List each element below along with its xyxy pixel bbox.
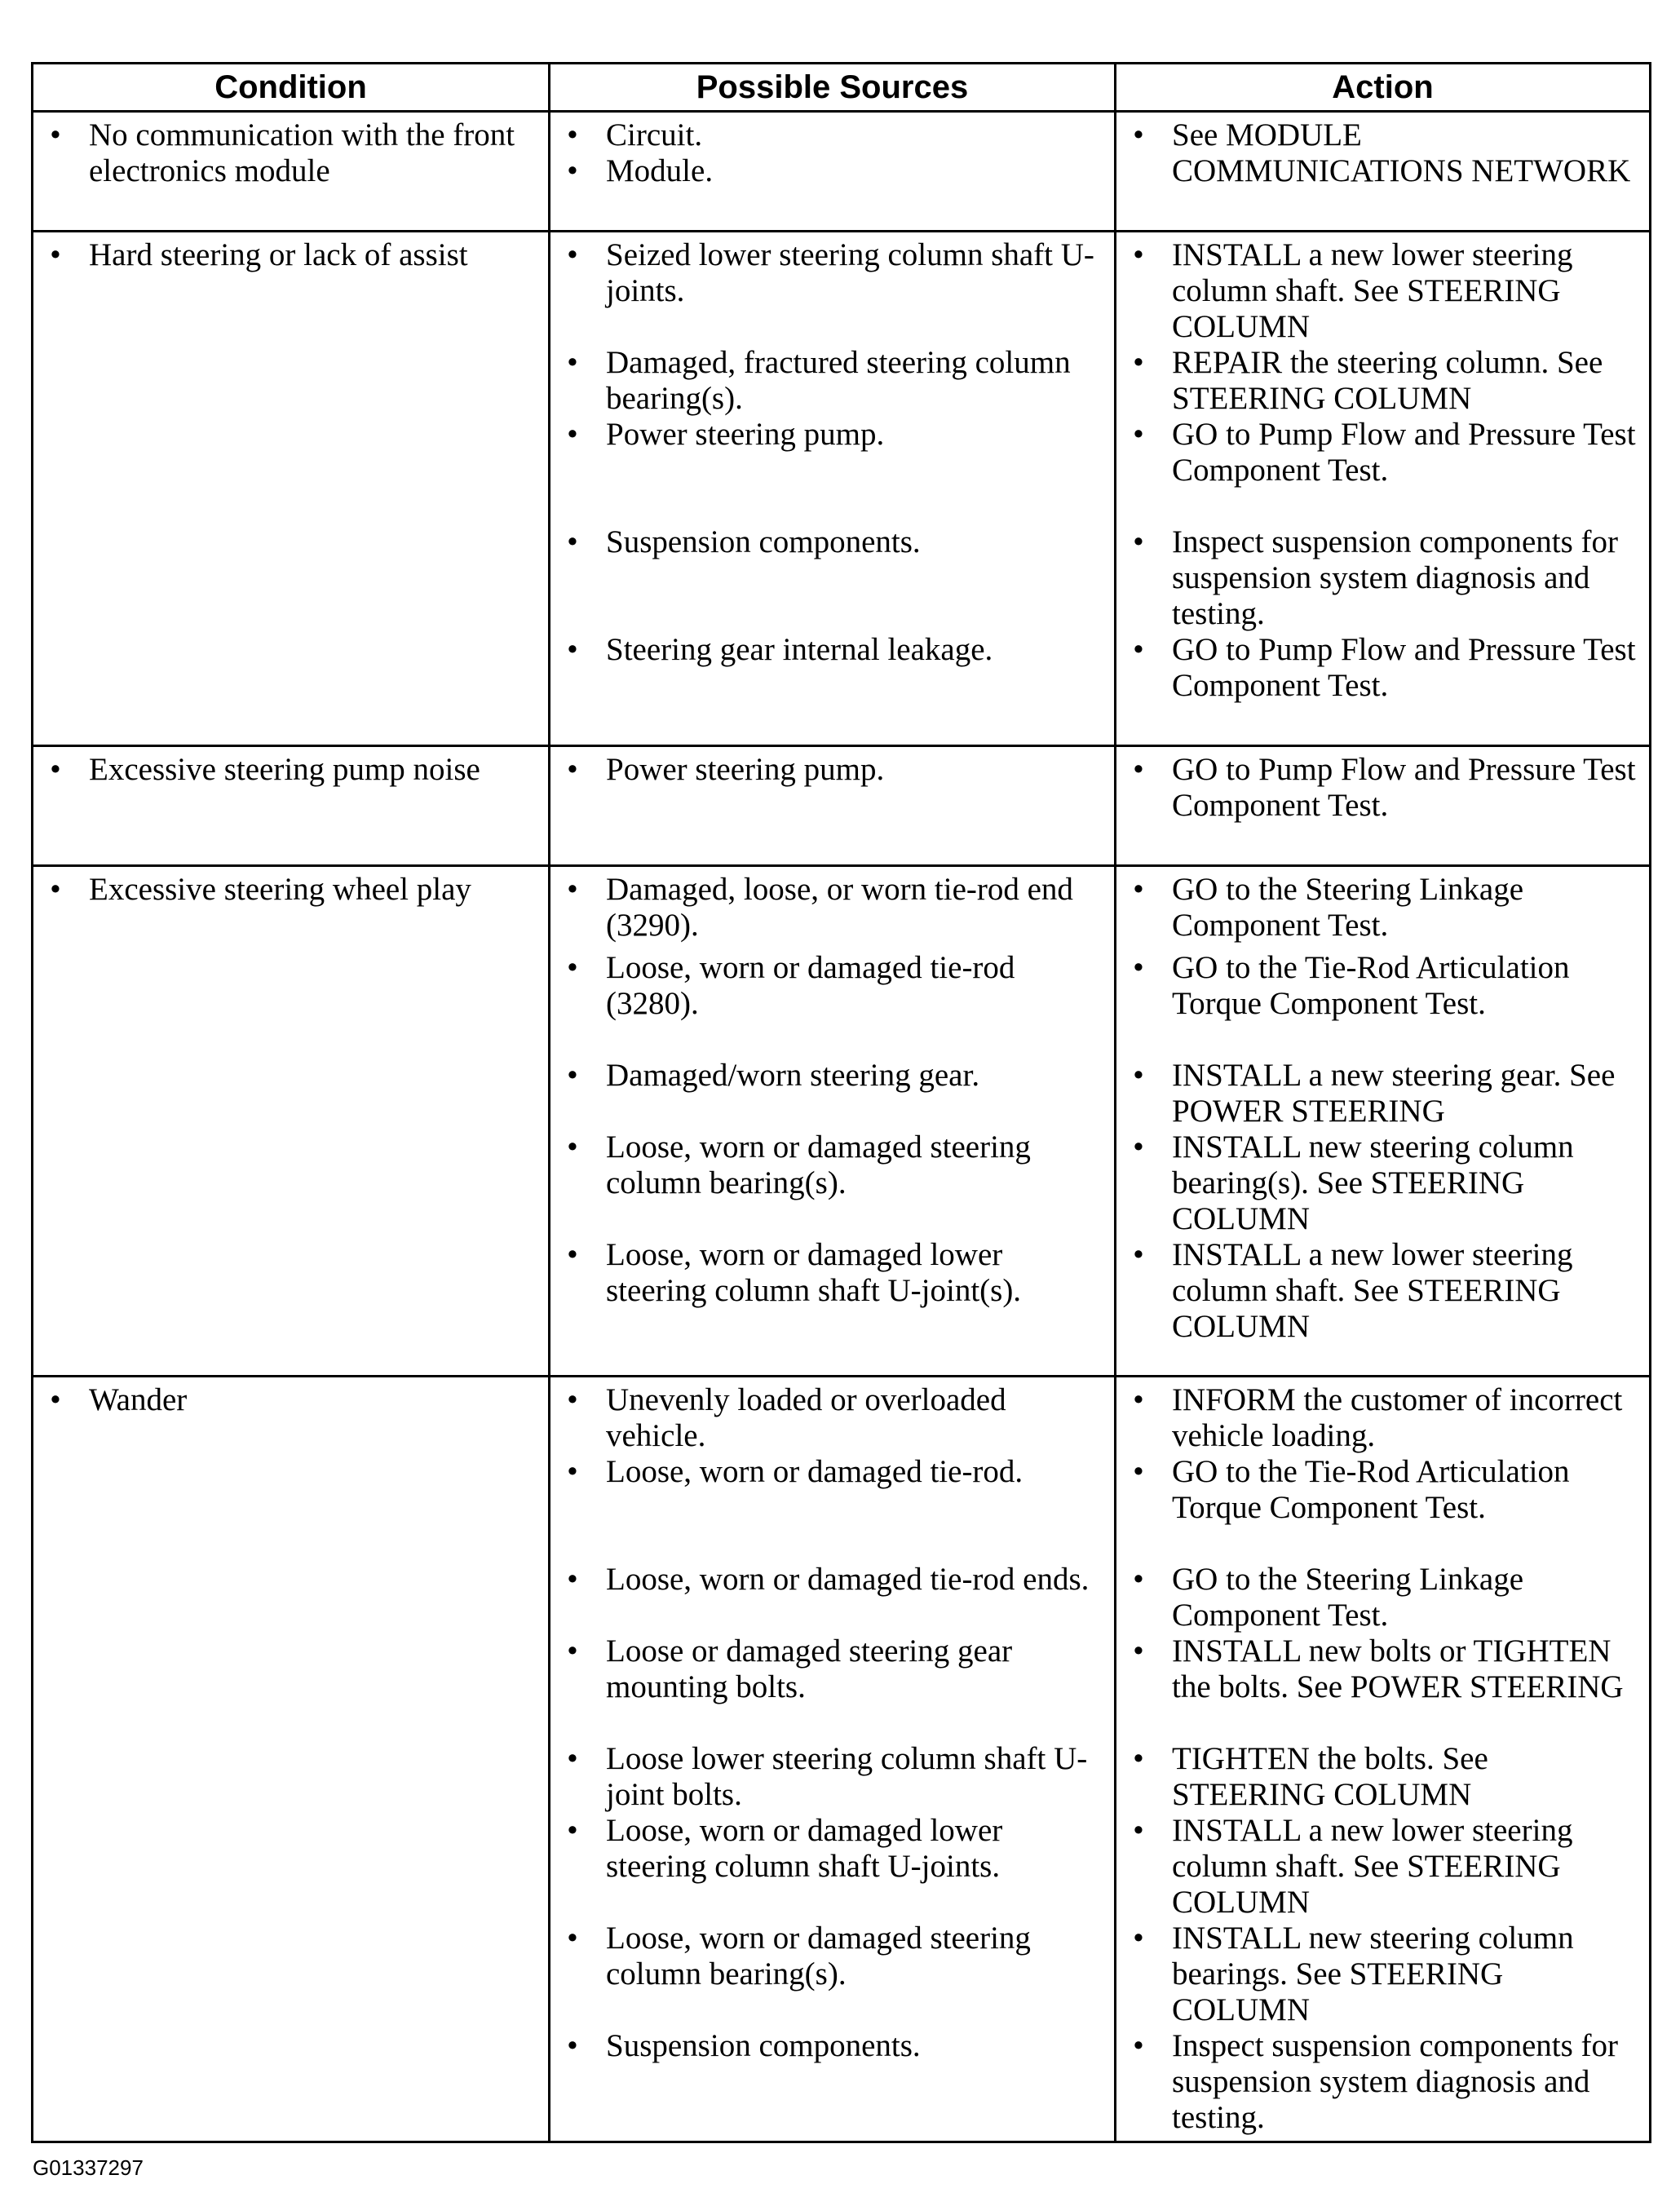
item-text: GO to Pump Flow and Pressure Test Component Test. — [1172, 417, 1636, 488]
list-item — [1126, 752, 1638, 860]
bullet-icon: • — [567, 1921, 578, 1956]
bullet-icon: • — [567, 345, 578, 380]
item-text: Inspect suspension components for suspension system diagnosis and testing. — [1172, 2028, 1618, 2135]
item-text: INSTALL a new lower steering column shaft. See STEERING COLUMN — [1172, 1237, 1573, 1344]
bullet-icon: • — [1133, 237, 1144, 272]
item-text: Circuit. — [606, 117, 703, 153]
bullet-icon: • — [1133, 1633, 1144, 1669]
item-text: Power steering pump. — [606, 417, 885, 452]
list-item — [1126, 1454, 1638, 1562]
item-text: Loose, worn or damaged lower steering column shaft U-joint(s). — [606, 1237, 1022, 1308]
list-item — [1126, 417, 1638, 524]
item-text: INSTALL a new lower steering column shaft. See STEERING COLUMN — [1172, 1813, 1573, 1920]
actions-list — [1126, 117, 1638, 225]
list-item — [560, 1454, 1103, 1562]
item-text: Loose, worn or damaged steering column bearing(s). — [606, 1129, 1031, 1200]
item-text: Loose, worn or damaged tie-rod ends. — [606, 1562, 1090, 1597]
condition-list — [43, 1382, 537, 1418]
condition-cell — [33, 112, 550, 232]
list-item — [560, 1382, 1103, 1454]
list-item — [1126, 345, 1638, 417]
item-text: Hard steering or lack of assist — [89, 237, 468, 272]
sources-list — [560, 1382, 1103, 2136]
action-cell — [1116, 232, 1651, 746]
bullet-icon: • — [50, 117, 61, 153]
list-item — [560, 1058, 1103, 1129]
possible-sources-cell — [550, 746, 1116, 866]
list-item — [560, 632, 1103, 740]
list-item — [1126, 1921, 1638, 2028]
bullet-icon: • — [567, 632, 578, 667]
condition-list — [43, 752, 537, 788]
item-text: Excessive steering wheel play — [89, 872, 471, 907]
action-cell — [1116, 112, 1651, 232]
bullet-icon: • — [1133, 1562, 1144, 1597]
bullet-icon: • — [50, 872, 61, 907]
list-item — [1126, 1129, 1638, 1237]
list-item — [560, 1562, 1103, 1633]
list-item — [560, 2028, 1103, 2136]
condition-list — [43, 237, 537, 273]
action-cell — [1116, 1377, 1651, 2142]
list-item — [560, 1813, 1103, 1921]
item-text: Wander — [89, 1382, 188, 1417]
bullet-icon: • — [1133, 1382, 1144, 1417]
actions-list — [1126, 1382, 1638, 2136]
bullet-icon: • — [1133, 752, 1144, 787]
list-item — [1126, 1382, 1638, 1454]
actions-list — [1126, 237, 1638, 740]
list-item — [1126, 1741, 1638, 1813]
sources-list — [560, 752, 1103, 860]
table-body — [33, 112, 1651, 2142]
bullet-icon: • — [567, 1454, 578, 1489]
sources-list — [560, 117, 1103, 189]
bullet-icon: • — [1133, 1237, 1144, 1272]
list-item — [560, 237, 1103, 345]
diagnosis-table — [31, 62, 1651, 2143]
table-row — [33, 866, 1651, 1377]
list-item — [560, 950, 1103, 1058]
condition-cell — [33, 232, 550, 746]
list-item — [560, 524, 1103, 632]
list-item — [1126, 1237, 1638, 1366]
table-row — [33, 112, 1651, 232]
header-condition: Condition — [33, 64, 550, 112]
bullet-icon: • — [567, 950, 578, 985]
item-text: REPAIR the steering column. See STEERING COLUMN — [1172, 345, 1603, 416]
item-text: No communication with the front electronics module — [89, 117, 515, 188]
item-text: GO to Pump Flow and Pressure Test Component Test. — [1172, 752, 1636, 823]
item-text: Damaged/worn steering gear. — [606, 1058, 980, 1093]
item-text: INSTALL a new lower steering column shaft. See STEERING COLUMN — [1172, 237, 1573, 344]
item-text: GO to the Steering Linkage Component Test. — [1172, 872, 1524, 943]
item-text: GO to the Tie-Rod Articulation Torque Component Test. — [1172, 950, 1570, 1021]
table-row — [33, 746, 1651, 866]
list-item — [560, 153, 1103, 189]
item-text: Loose lower steering column shaft U-joint bolts. — [606, 1741, 1088, 1812]
bullet-icon: • — [567, 1129, 578, 1165]
possible-sources-cell — [550, 232, 1116, 746]
item-text: Unevenly loaded or overloaded vehicle. — [606, 1382, 1006, 1453]
item-text: Loose or damaged steering gear mounting bolts. — [606, 1633, 1013, 1704]
list-item — [560, 1129, 1103, 1237]
condition-cell — [33, 866, 550, 1377]
list-item — [43, 237, 537, 273]
list-item — [1126, 524, 1638, 632]
bullet-icon: • — [1133, 1813, 1144, 1848]
bullet-icon: • — [1133, 950, 1144, 985]
item-text: Excessive steering pump noise — [89, 752, 480, 787]
condition-list — [43, 872, 537, 908]
bullet-icon: • — [1133, 524, 1144, 559]
item-text: Loose, worn or damaged tie-rod (3280). — [606, 950, 1015, 1021]
bullet-icon: • — [1133, 1129, 1144, 1165]
bullet-icon: • — [567, 1237, 578, 1272]
item-text: Loose, worn or damaged lower steering column shaft U-joints. — [606, 1813, 1003, 1884]
bullet-icon: • — [1133, 1921, 1144, 1956]
list-item — [1126, 117, 1638, 189]
list-item — [1126, 2028, 1638, 2136]
bullet-icon: • — [567, 1382, 578, 1417]
bullet-icon: • — [50, 752, 61, 787]
item-text: Power steering pump. — [606, 752, 885, 787]
item-text: Seized lower steering column shaft U-joints. — [606, 237, 1094, 308]
possible-sources-cell — [550, 1377, 1116, 2142]
list-item — [560, 1633, 1103, 1741]
list-item — [1126, 632, 1638, 740]
item-text: GO to the Tie-Rod Articulation Torque Component Test. — [1172, 1454, 1570, 1525]
item-text: Suspension components. — [606, 524, 921, 559]
item-text: Loose, worn or damaged steering column bearing(s). — [606, 1921, 1031, 1991]
bullet-icon: • — [567, 2028, 578, 2063]
list-item — [560, 117, 1103, 153]
bullet-icon: • — [567, 117, 578, 153]
possible-sources-cell — [550, 866, 1116, 1377]
list-item — [560, 345, 1103, 417]
bullet-icon: • — [567, 1741, 578, 1776]
bullet-icon: • — [1133, 417, 1144, 452]
bullet-icon: • — [567, 153, 578, 188]
item-text: INSTALL new steering column bearings. See STEERING COLUMN — [1172, 1921, 1574, 2027]
condition-cell — [33, 746, 550, 866]
list-item — [43, 1382, 537, 1418]
list-item — [1126, 1562, 1638, 1633]
bullet-icon: • — [1133, 1058, 1144, 1093]
list-item — [43, 872, 537, 908]
header-possible-sources: Possible Sources — [550, 64, 1116, 112]
list-item — [1126, 189, 1638, 225]
bullet-icon: • — [1133, 1454, 1144, 1489]
actions-list — [1126, 752, 1638, 860]
bullet-icon: • — [567, 524, 578, 559]
item-text: GO to Pump Flow and Pressure Test Component Test. — [1172, 632, 1636, 703]
list-item — [1126, 237, 1638, 345]
list-item — [43, 117, 537, 189]
header-row — [33, 64, 1651, 112]
item-text: Steering gear internal leakage. — [606, 632, 993, 667]
list-item — [560, 752, 1103, 860]
bullet-icon: • — [567, 1813, 578, 1848]
action-cell — [1116, 746, 1651, 866]
item-text: Loose, worn or damaged tie-rod. — [606, 1454, 1023, 1489]
bullet-icon: • — [567, 417, 578, 452]
actions-list — [1126, 872, 1638, 1366]
bullet-icon: • — [1133, 345, 1144, 380]
list-item — [560, 417, 1103, 524]
item-text: INSTALL new steering column bearing(s). See STEERING COLUMN — [1172, 1129, 1574, 1236]
item-text: Damaged, fractured steering column bearing(s). — [606, 345, 1071, 416]
bullet-icon: • — [1133, 872, 1144, 907]
bullet-icon: • — [567, 1058, 578, 1093]
list-item — [1126, 950, 1638, 1058]
table-row — [33, 232, 1651, 746]
bullet-icon: • — [1133, 2028, 1144, 2063]
item-text: Suspension components. — [606, 2028, 921, 2063]
figure-id: G01337297 — [33, 2155, 144, 2180]
item-text: GO to the Steering Linkage Component Test. — [1172, 1562, 1524, 1633]
condition-cell — [33, 1377, 550, 2142]
list-item — [1126, 872, 1638, 950]
list-item — [1126, 1058, 1638, 1129]
sources-list — [560, 872, 1103, 1366]
header-action: Action — [1116, 64, 1651, 112]
condition-list — [43, 117, 537, 189]
action-cell — [1116, 866, 1651, 1377]
bullet-icon: • — [1133, 1741, 1144, 1776]
bullet-icon: • — [1133, 632, 1144, 667]
item-text: Damaged, loose, or worn tie-rod end (3290). — [606, 872, 1073, 943]
bullet-icon: • — [50, 237, 61, 272]
list-item — [560, 1741, 1103, 1813]
possible-sources-cell — [550, 112, 1116, 232]
sources-list — [560, 237, 1103, 740]
list-item — [560, 1921, 1103, 2028]
table-row — [33, 1377, 1651, 2142]
bullet-icon: • — [567, 752, 578, 787]
bullet-icon: • — [567, 872, 578, 907]
list-item — [560, 1237, 1103, 1366]
bullet-icon: • — [567, 237, 578, 272]
item-text: TIGHTEN the bolts. See STEERING COLUMN — [1172, 1741, 1488, 1812]
item-text: Inspect suspension components for suspension system diagnosis and testing. — [1172, 524, 1618, 631]
bullet-icon: • — [1133, 117, 1144, 153]
item-text: INSTALL a new steering gear. See POWER STEERING — [1172, 1058, 1616, 1129]
list-item — [43, 752, 537, 788]
list-item — [1126, 1813, 1638, 1921]
bullet-icon: • — [50, 1382, 61, 1417]
item-text: Module. — [606, 153, 714, 188]
list-item — [560, 872, 1103, 950]
bullet-icon: • — [567, 1633, 578, 1669]
list-item — [1126, 1633, 1638, 1741]
item-text: See MODULE COMMUNICATIONS NETWORK — [1172, 117, 1631, 188]
bullet-icon: • — [567, 1562, 578, 1597]
item-text: INSTALL new bolts or TIGHTEN the bolts. See POWER STEERING — [1172, 1633, 1624, 1704]
item-text: INFORM the customer of incorrect vehicle loading. — [1172, 1382, 1623, 1453]
